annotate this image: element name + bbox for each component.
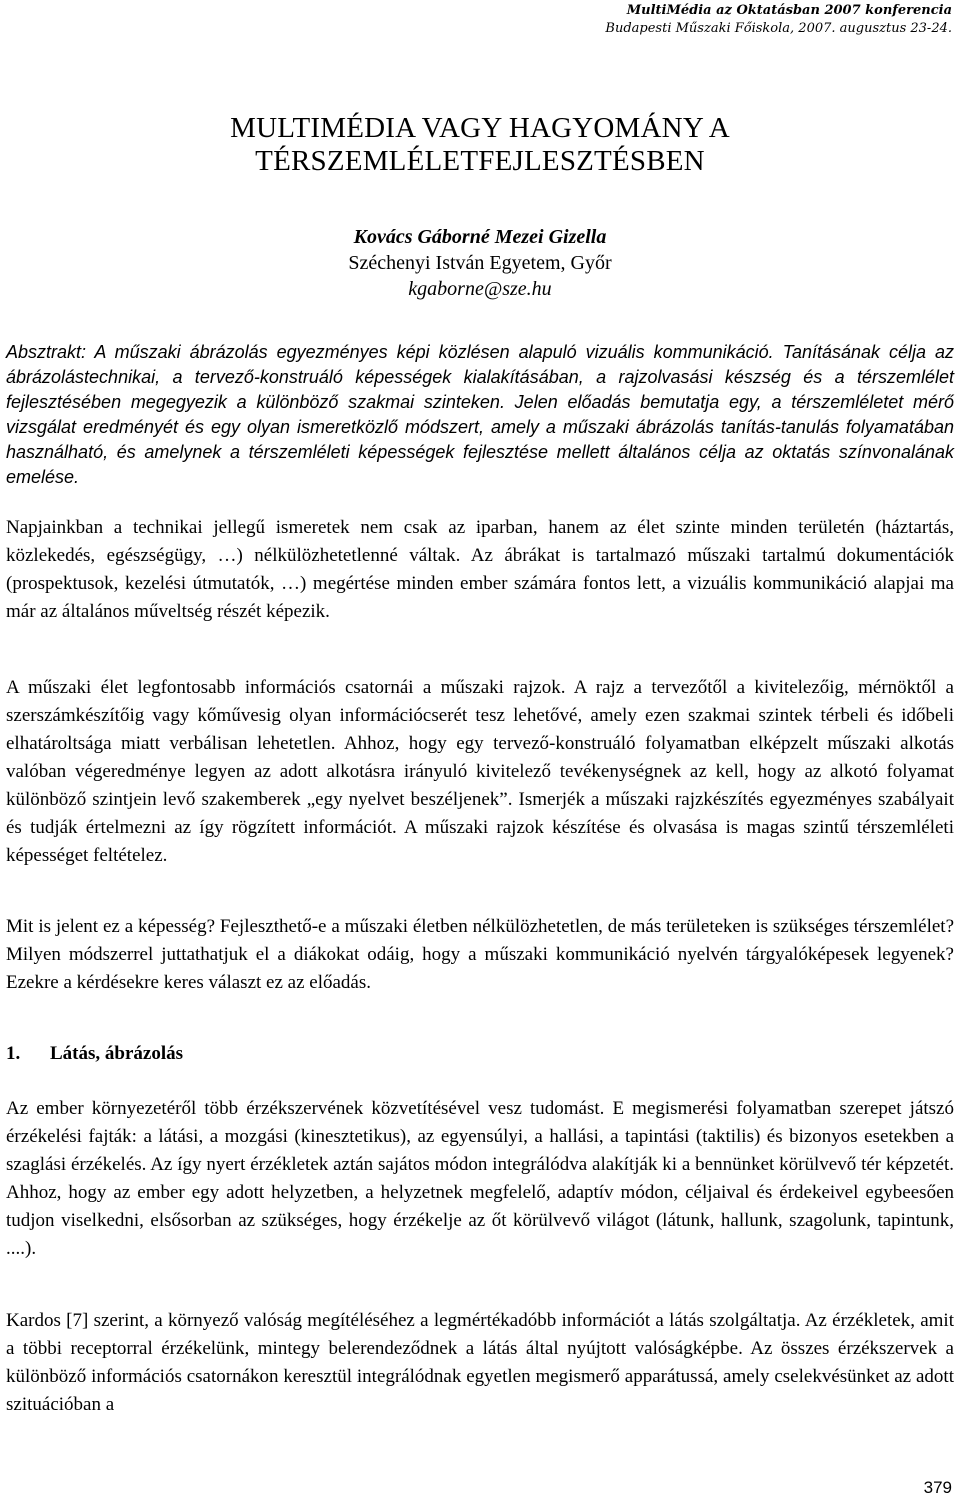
section-number: 1. — [6, 1043, 21, 1064]
author-email: kgaborne@sze.hu — [408, 278, 552, 300]
section-paragraph-2: Kardos [7] szerint, a környező valóság megítéléséhez a legmértékadóbb információt a látás szolgáltatja. Az érzékletek, amit a többi receptorral érzékelünk, mintegy belerendeződnek a látás által nyújtott valóságképbe. Az összes érzékszervek a különböző információs csatornákon keresztül integrálódnak egyetlen megismerő apparátussá, amely cselekvésünket az adott szituációban a — [6, 1310, 954, 1415]
conference-venue: Budapesti Műszaki Főiskola, 2007. augusztus 23-24. — [605, 21, 952, 36]
title-line-1: MULTIMÉDIA VAGY HAGYOMÁNY A — [230, 112, 730, 144]
section-heading — [6, 1043, 183, 1065]
conference-name: MultiMédia az Oktatásban 2007 konferencia — [626, 3, 952, 18]
conference-header — [605, 2, 952, 38]
body-paragraph-1: Napjainkban a technikai jellegű ismeretek nem csak az iparban, hanem az élet szinte minden területén (háztartás, közlekedés, egészségügy, …) nélkülözhetetlenné váltak. Az ábrákat is tartalmazó műszaki tartalmú dokumentációk (prospektusok, kezelési útmutatók, …) megértése minden ember számára fontos lett, a vizuális kommunikáció alapjai ma már az általános műveltség részét képezik. — [6, 517, 954, 622]
title-line-2: TÉRSZEMLÉLETFEJLESZTÉSBEN — [255, 145, 705, 177]
abstract: Absztrakt: A műszaki ábrázolás egyezményes képi közlésen alapuló vizuális kommunikáció. Tanításának célja az ábrázolástechnikai, a tervező-konstruáló képességek kialakításában, a rajzolvasási készség és a térszemlélet fejlesztésében megegyezik a különböző szakmai szinteken. Jelen előadás bemutatja egy, a térszemléletet mérő vizsgálat eredményét és egy olyan ismeretközlő módszert, amely a műszaki ábrázolás tanítás-tanulás folyamatában használható, és amelynek a térszemléleti képességek fejlesztése mellett általános célja az oktatás színvonalának emelése. — [6, 342, 954, 487]
author-block — [0, 224, 960, 302]
section-paragraph-1: Az ember környezetéről több érzékszervének közvetítésével vesz tudomást. E megismerési folyamatban szerepet játszó érzékelési fajták: a látási, a mozgási (kinesztetikus), az egyensúlyi, a hallási, a tapintási (taktilis) és bizonyos esetekben a szaglási érzékelés. Az így nyert érzékletek aztán sajátos módon integrálódva alakítják ki a bennünket körülvevő tér képzetét. Ahhoz, hogy az ember egy adott helyzetben, a helyzetnek megfelelő, adaptív módon, céljaival és érdekeivel egybeesően tudjon viselkedni, elsősorban az szükséges, hogy érzékelje az őt körülvevő világot (látunk, hallunk, szagolunk, tapintunk, ....). — [6, 1098, 954, 1259]
page-number: 379 — [923, 1478, 952, 1497]
author-name: Kovács Gáborné Mezei Gizella — [353, 226, 607, 248]
section-title: Látás, ábrázolás — [50, 1043, 183, 1064]
body-paragraph-2: A műszaki élet legfontosabb információs csatornái a műszaki rajzok. A rajz a tervezőtől a kivitelezőig, mérnöktől a szerszámkészítőig vagy kőművesig olyan információcserét tesz lehetővé, amely ezen szakmai szintek térbeli és időbeli elhatároltsága miatt verbálisan lehetetlen. Ahhoz, hogy egy tervező-konstruáló folyamatban elképzelt műszaki alkotás valóban végeredménye legyen az adott alkotásra irányuló kivitelező tevékenységnek az kell, hogy az alkotó folyamat különböző szintjein levő szakemberek „egy nyelvet beszéljenek”. Ismerjék a műszaki rajzkészítés egyezményes szabályait és tudják értelmezni az így rögzített információt. A műszaki rajzok készítése és olvasása is magas szintű térszemléleti képességet feltételez. — [6, 677, 954, 866]
body-paragraph-3: Mit is jelent ez a képesség? Fejleszthető-e a műszaki életben nélkülözhetetlen, de más területeken is szükséges térszemlélet? Milyen módszerrel juttathatjuk el a diákokat odáig, hogy a műszaki kommunikáció nyelvén tárgyalóképesek legyenek? Ezekre a kérdésekre keres választ ez az előadás. — [6, 916, 954, 993]
paper-title — [0, 112, 960, 178]
author-affiliation: Széchenyi István Egyetem, Győr — [348, 252, 612, 274]
